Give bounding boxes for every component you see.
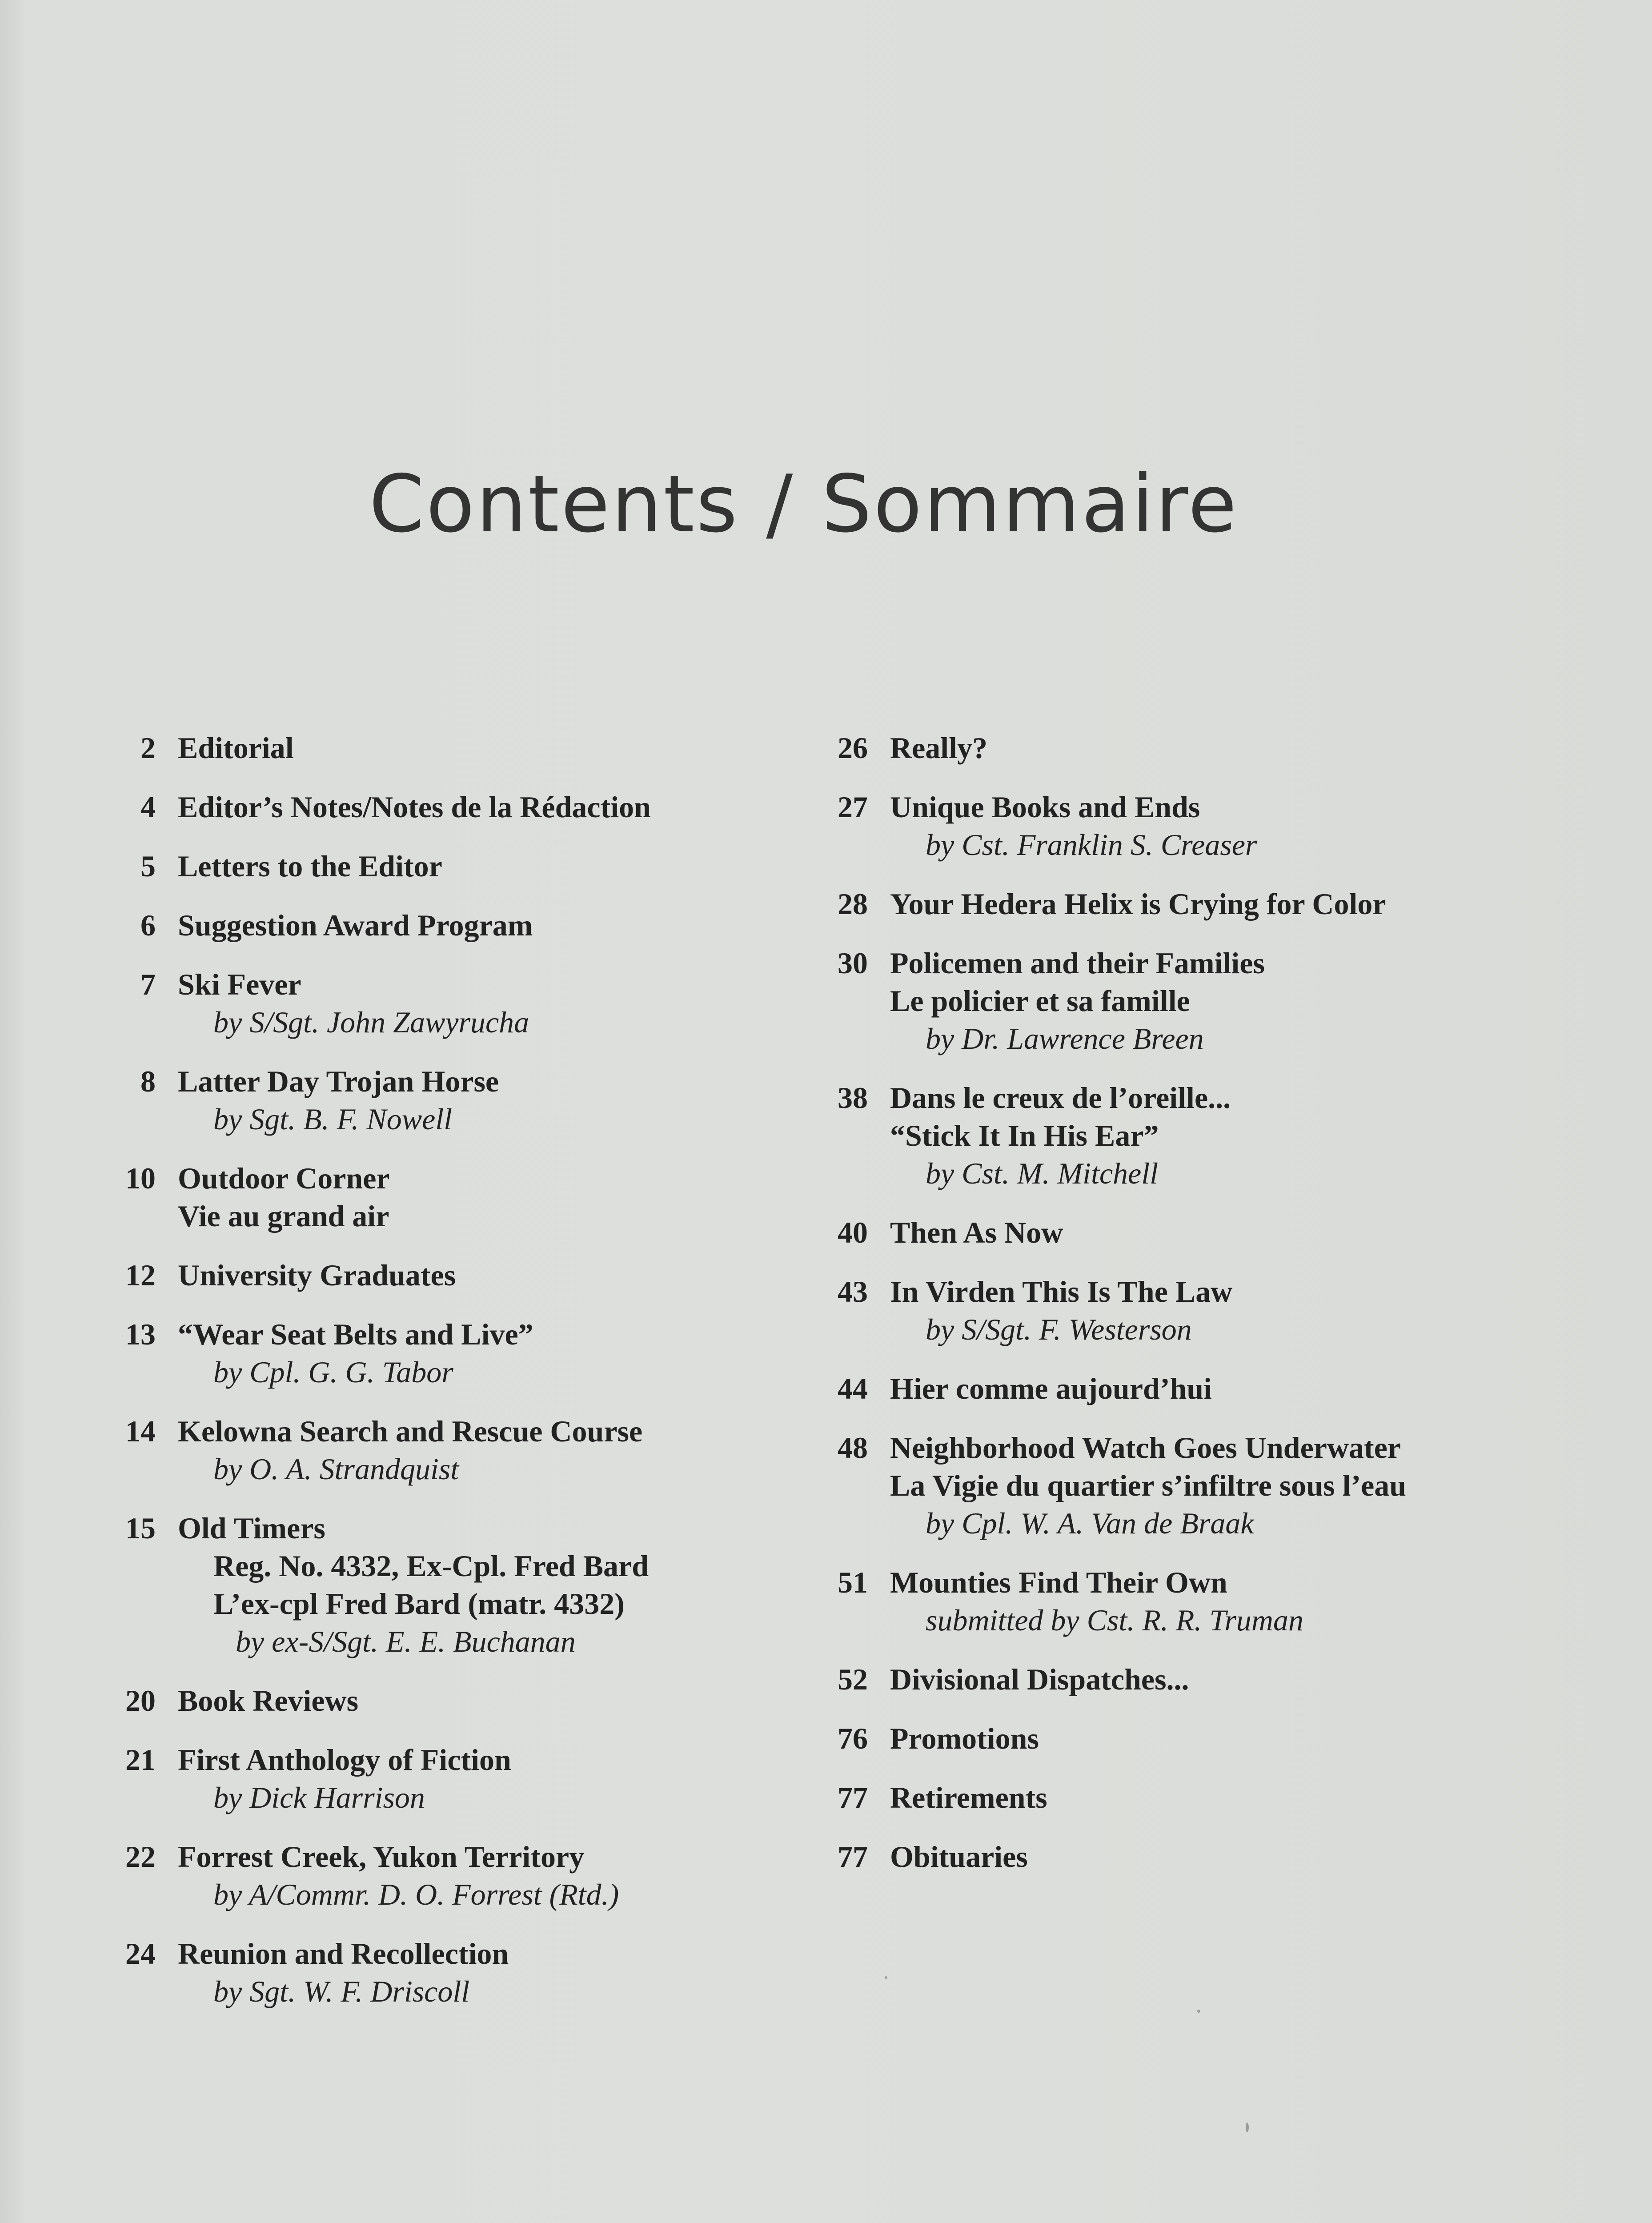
entry-title: Editorial [178, 731, 294, 765]
contents-left-column [107, 729, 782, 2032]
contents-entry [819, 1779, 1530, 1817]
page-number: 14 [125, 1414, 156, 1448]
paper-speck [885, 1976, 887, 1979]
page-number: 21 [125, 1743, 156, 1777]
page-number: 20 [125, 1684, 156, 1717]
contents-entry [107, 1935, 782, 2010]
entry-title: Editor’s Notes/Notes de la Rédaction [178, 790, 651, 824]
entry-title: Neighborhood Watch Goes Underwater [890, 1431, 1401, 1465]
entry-byline: by O. A. Strandquist [213, 1452, 459, 1486]
entry-byline: by A/Commr. D. O. Forrest (Rtd.) [213, 1878, 619, 1911]
page-number: 10 [125, 1161, 156, 1195]
contents-entry [819, 1214, 1530, 1252]
entry-title: Then As Now [890, 1216, 1063, 1249]
paper-speck [1246, 2123, 1249, 2132]
page-number: 48 [838, 1431, 868, 1465]
entry-byline: by Cst. Franklin S. Creaser [926, 828, 1257, 862]
entry-byline: by S/Sgt. F. Westerson [926, 1312, 1192, 1346]
entry-title: “Stick It In His Ear” [890, 1119, 1159, 1152]
contents-entry [107, 1160, 782, 1235]
contents-entry [107, 1063, 782, 1138]
contents-entry [107, 1682, 782, 1720]
page-number: 13 [125, 1317, 156, 1351]
entry-title: Latter Day Trojan Horse [178, 1064, 499, 1098]
entry-title: Book Reviews [178, 1684, 359, 1717]
contents-entry [819, 1429, 1530, 1542]
page-number: 52 [838, 1662, 868, 1696]
entry-title: Divisional Dispatches... [890, 1662, 1189, 1696]
entry-byline: by ex-S/Sgt. E. E. Buchanan [236, 1625, 576, 1658]
contents-entry [107, 1838, 782, 1914]
contents-entry [819, 1720, 1530, 1758]
entry-title: Retirements [890, 1781, 1047, 1814]
contents-entry [819, 788, 1530, 864]
page-number: 22 [125, 1840, 156, 1874]
entry-title: Reunion and Recollection [178, 1937, 509, 1970]
entry-byline: by S/Sgt. John Zawyrucha [213, 1005, 529, 1039]
entry-byline: submitted by Cst. R. R. Truman [926, 1603, 1304, 1637]
entry-subtitle: L’ex-cpl Fred Bard (matr. 4332) [213, 1587, 625, 1621]
entry-byline: by Cst. M. Mitchell [926, 1156, 1159, 1190]
contents-entry [819, 1273, 1530, 1348]
page-number: 77 [838, 1840, 868, 1874]
entry-byline: by Cpl. W. A. Van de Braak [926, 1506, 1254, 1540]
entry-title: Really? [890, 731, 988, 765]
contents-entry [819, 944, 1530, 1058]
entry-title: La Vigie du quartier s’infiltre sous l’eau [890, 1469, 1407, 1502]
entry-title: Mounties Find Their Own [890, 1565, 1227, 1599]
entry-title: Obituaries [890, 1840, 1028, 1874]
entry-title: Old Timers [178, 1511, 325, 1545]
entry-title: Your Hedera Helix is Crying for Color [890, 887, 1386, 921]
entry-title: In Virden This Is The Law [890, 1275, 1233, 1308]
page-number: 7 [140, 967, 156, 1001]
page-number: 12 [125, 1258, 156, 1292]
page-number: 4 [140, 790, 156, 824]
page-number: 38 [838, 1081, 868, 1115]
entry-title: Ski Fever [178, 967, 301, 1001]
entry-title: Unique Books and Ends [890, 790, 1200, 824]
contents-entry [819, 729, 1530, 767]
contents-entry [819, 1661, 1530, 1698]
page-number: 27 [838, 790, 868, 824]
entry-title: Letters to the Editor [178, 849, 442, 883]
entry-title: Dans le creux de l’oreille... [890, 1081, 1231, 1115]
paper-speck [1197, 2010, 1200, 2013]
entry-subtitle: Reg. No. 4332, Ex-Cpl. Fred Bard [213, 1549, 649, 1583]
contents-entry [107, 1256, 782, 1294]
page-number: 43 [838, 1275, 868, 1308]
entry-byline: by Dick Harrison [213, 1781, 425, 1814]
entry-title: Le policier et sa famille [890, 984, 1190, 1018]
page-number: 76 [838, 1721, 868, 1755]
entry-title: Forrest Creek, Yukon Territory [178, 1840, 585, 1874]
entry-byline: by Dr. Lawrence Breen [926, 1022, 1204, 1055]
contents-entry [819, 1564, 1530, 1639]
contents-entry [819, 1370, 1530, 1408]
contents-entry [107, 1509, 782, 1661]
entry-title: University Graduates [178, 1258, 456, 1292]
contents-entry [819, 1838, 1530, 1876]
entry-title: First Anthology of Fiction [178, 1743, 511, 1777]
page-number: 40 [838, 1216, 868, 1249]
entry-title: Promotions [890, 1721, 1039, 1755]
contents-entry [107, 788, 782, 826]
contents-entry [107, 1741, 782, 1817]
contents-entry [107, 966, 782, 1041]
page-number: 77 [838, 1781, 868, 1814]
page-number: 24 [125, 1937, 156, 1970]
contents-entry [107, 1316, 782, 1391]
entry-title: Hier comme aujourd’hui [890, 1372, 1212, 1405]
contents-right-column [819, 729, 1530, 1897]
entry-title: Vie au grand air [178, 1199, 389, 1233]
page-number: 30 [838, 946, 868, 980]
page-number: 26 [838, 731, 868, 765]
page-number: 15 [125, 1511, 156, 1545]
contents-entry [107, 907, 782, 944]
contents-entry [107, 729, 782, 767]
entry-byline: by Cpl. G. G. Tabor [213, 1355, 453, 1389]
page-number: 6 [140, 908, 156, 942]
page-number: 51 [838, 1565, 868, 1599]
entry-title: Policemen and their Families [890, 946, 1265, 980]
contents-entry [819, 1079, 1530, 1192]
page-number: 44 [838, 1372, 868, 1405]
entry-title: Kelowna Search and Rescue Course [178, 1414, 643, 1448]
entry-byline: by Sgt. B. F. Nowell [213, 1102, 453, 1136]
page-number: 8 [140, 1064, 156, 1098]
page-number: 2 [140, 731, 156, 765]
contents-entry [107, 847, 782, 885]
contents-entry [107, 1412, 782, 1488]
page-title: Contents / Sommaire [369, 458, 1239, 550]
entry-title: “Wear Seat Belts and Live” [178, 1317, 533, 1351]
page-number: 5 [140, 849, 156, 883]
page-number: 28 [838, 887, 868, 921]
entry-title: Suggestion Award Program [178, 908, 533, 942]
contents-entry [819, 885, 1530, 923]
entry-title: Outdoor Corner [178, 1161, 390, 1195]
entry-byline: by Sgt. W. F. Driscoll [213, 1974, 470, 2008]
